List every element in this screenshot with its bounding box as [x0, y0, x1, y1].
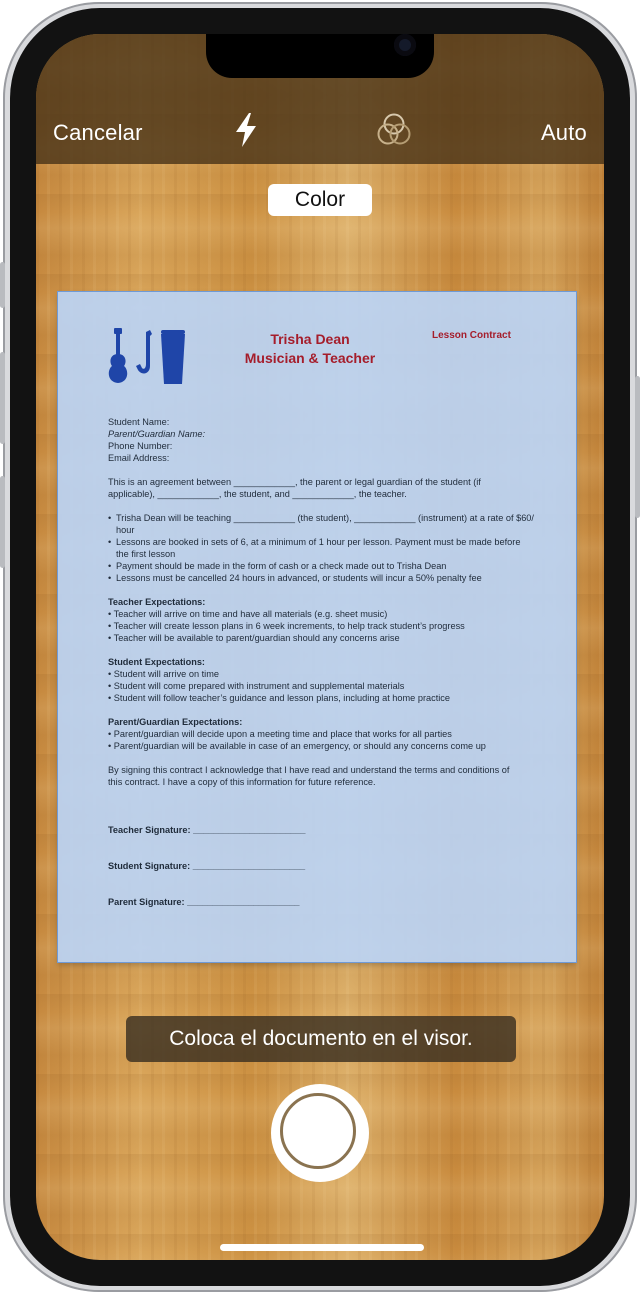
field-email: Email Address:: [108, 453, 170, 463]
color-mode-button[interactable]: Color: [268, 184, 372, 216]
doc-title-subtitle: Musician & Teacher: [244, 350, 376, 366]
parent-signature-line: Parent Signature: ______________________: [108, 897, 300, 907]
field-student-name: Student Name:: [108, 417, 170, 427]
closing-line: By signing this contract I acknowledge that I have read and understand the terms and conditions of: [108, 765, 510, 775]
student-item: • Student will arrive on time: [108, 669, 219, 679]
field-phone: Phone Number:: [108, 441, 173, 451]
term-item: the first lesson: [116, 549, 176, 559]
home-indicator[interactable]: [220, 1244, 424, 1251]
term-item: Trisha Dean will be teaching ____________ (the student), ____________ (instrument) at a rate of $60/: [116, 513, 534, 523]
teacher-item: • Teacher will be available to parent/guardian should any concerns arise: [108, 633, 400, 643]
closing-line: this contract. I have a copy of this information for future reference.: [108, 777, 376, 787]
student-item: • Student will follow teacher’s guidance and lesson plans, including at home practice: [108, 693, 451, 703]
parent-item: • Parent/guardian will be available in case of an emergency, or should any concerns come up: [108, 741, 486, 751]
student-signature-line: Student Signature: ______________________: [108, 861, 306, 871]
doc-type-label: Lesson Contract: [432, 330, 511, 341]
term-item: Payment should be made in the form of cash or a check made out to Trisha Dean: [116, 561, 447, 571]
volume-up-button: [0, 352, 5, 444]
term-bullet: •: [108, 513, 112, 523]
term-bullet: •: [108, 537, 112, 547]
parent-item: • Parent/guardian will decide upon a meeting time and place that works for all parties: [108, 729, 452, 739]
filters-icon[interactable]: [376, 112, 412, 148]
notch: [206, 34, 434, 78]
field-parent-name: Parent/Guardian Name:: [108, 429, 206, 439]
shutter-inner-ring: [280, 1093, 356, 1169]
mute-switch: [0, 262, 5, 308]
instruction-banner: Coloca el documento en el visor.: [126, 1016, 516, 1062]
term-bullet: •: [108, 561, 112, 571]
cancel-button[interactable]: Cancelar: [53, 120, 143, 145]
agreement-line: applicable), ____________, the student, and ____________, the teacher.: [108, 489, 407, 499]
agreement-line: This is an agreement between ____________, the parent or legal guardian of the student (if: [108, 477, 481, 487]
teacher-heading: Teacher Expectations:: [108, 597, 206, 607]
teacher-item: • Teacher will create lesson plans in 6 week increments, to help track student’s progress: [108, 621, 465, 631]
parent-heading: Parent/Guardian Expectations:: [108, 717, 243, 727]
term-item: hour: [116, 525, 135, 535]
teacher-signature-line: Teacher Signature: ______________________: [108, 825, 306, 835]
power-button: [635, 376, 640, 518]
student-item: • Student will come prepared with instrument and supplemental materials: [108, 681, 405, 691]
term-item: Lessons are booked in sets of 6, at a minimum of 1 hour per lesson. Payment must be made before: [116, 537, 521, 547]
volume-down-button: [0, 476, 5, 568]
scanned-document: [58, 292, 576, 962]
student-heading: Student Expectations:: [108, 657, 205, 667]
term-bullet: •: [108, 573, 112, 583]
flash-icon[interactable]: [232, 112, 260, 148]
instruments-icon: [106, 328, 192, 388]
doc-title-name: Trisha Dean: [270, 331, 350, 347]
camera-viewfinder: [36, 34, 604, 1260]
shutter-button[interactable]: [271, 1084, 369, 1182]
term-item: Lessons must be cancelled 24 hours in advanced, or students will incur a 50% penalty fee: [116, 573, 482, 583]
auto-capture-button[interactable]: Auto: [540, 120, 587, 145]
front-camera-icon: [394, 34, 416, 56]
teacher-item: • Teacher will arrive on time and have all materials (e.g. sheet music): [108, 609, 388, 619]
